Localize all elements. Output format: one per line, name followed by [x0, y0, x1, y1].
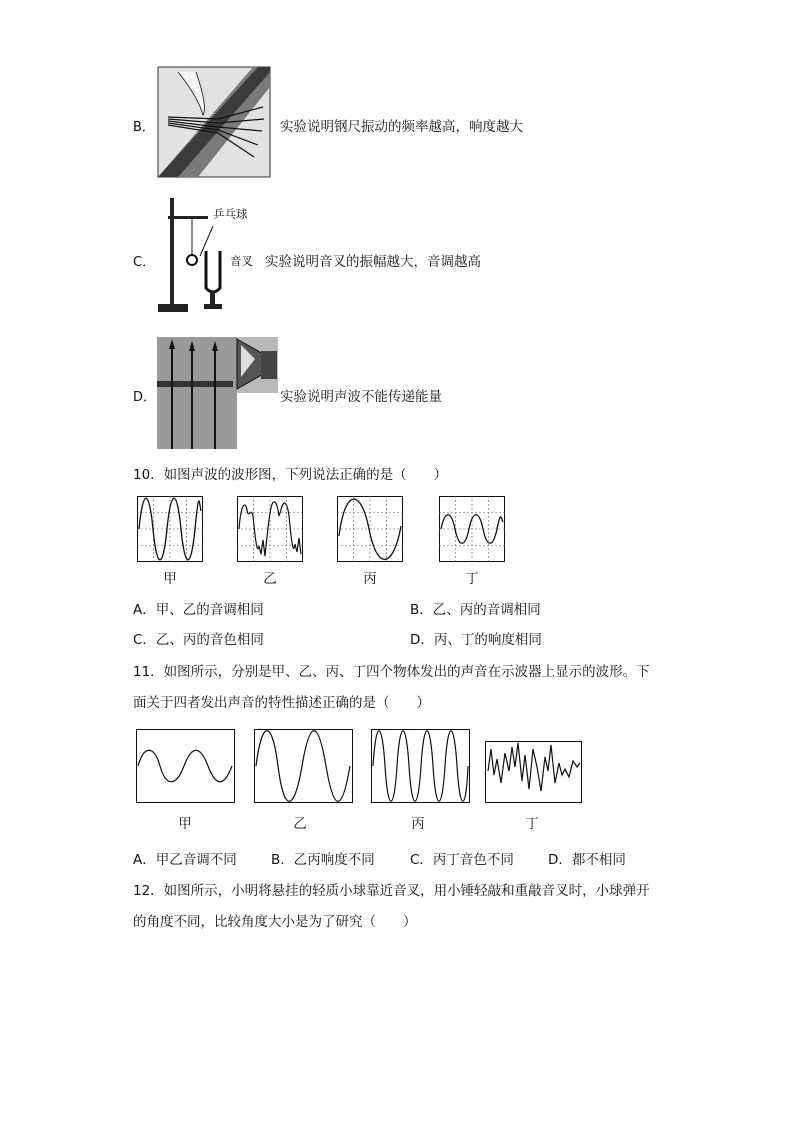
q10-option-c: C．乙、丙的音色相同 — [133, 632, 264, 648]
q11-option-a: A．甲乙音调不同 — [133, 852, 237, 868]
q10-option-a: A．甲、乙的音调相同 — [133, 602, 264, 618]
option-c-text: 实验说明音叉的振幅越大，音调越高 — [265, 254, 481, 270]
option-d-letter: D． — [133, 390, 157, 405]
q10-caption-bing: 丙 — [363, 571, 377, 587]
option-d-text: 实验说明声波不能传递能量 — [280, 389, 442, 405]
q11-waveform-bing — [371, 729, 470, 803]
option-b-text: 实验说明钢尺振动的频率越高，响度越大 — [280, 119, 523, 135]
q11-caption-bing: 丙 — [411, 816, 425, 832]
option-b-letter: B． — [133, 120, 155, 135]
q11-caption-jia: 甲 — [178, 816, 192, 832]
q11-stem-line2: 面关于四者发出声音的特性描述正确的是（ ） — [133, 695, 430, 711]
q10-waveform-jia — [137, 496, 203, 562]
tuning-fork-label: 音叉 — [230, 254, 253, 268]
q10-waveform-yi — [237, 496, 303, 562]
q11-waveform-ding — [485, 741, 582, 803]
q11-stem-line1: 11．如图所示，分别是甲、乙、丙、丁四个物体发出的声音在示波器上显示的波形。下 — [133, 664, 650, 680]
q10-caption-ding: 丁 — [465, 571, 479, 587]
q11-waveform-yi — [254, 729, 353, 803]
steel-ruler-image — [158, 67, 270, 177]
candle-speaker-image — [157, 337, 278, 449]
ping-pong-label: 乒乓球 — [213, 207, 248, 221]
q11-option-d: D．都不相同 — [548, 852, 626, 868]
q12-stem-line2: 的角度不同，比较角度大小是为了研究（ ） — [133, 914, 417, 930]
q10-caption-jia: 甲 — [163, 571, 177, 587]
q10-option-d: D．丙、丁的响度相同 — [410, 632, 542, 648]
tuning-fork-image — [158, 196, 263, 313]
q11-option-b: B．乙丙响度不同 — [271, 852, 375, 868]
q11-caption-ding: 丁 — [525, 816, 539, 832]
q11-waveform-jia — [136, 729, 235, 803]
q12-stem-line1: 12．如图所示，小明将悬挂的轻质小球靠近音叉，用小锤轻敲和重敲音叉时，小球弹开 — [133, 883, 650, 899]
q11-caption-yi: 乙 — [293, 816, 307, 832]
q10-caption-yi: 乙 — [263, 571, 277, 587]
q10-waveform-bing — [337, 496, 403, 562]
q10-stem: 10．如图声波的波形图，下列说法正确的是（ ） — [133, 467, 448, 483]
q10-option-b: B．乙、丙的音调相同 — [410, 602, 541, 618]
q11-option-c: C．丙丁音色不同 — [410, 852, 514, 868]
q10-waveform-ding — [439, 496, 505, 562]
option-c-letter: C． — [133, 255, 156, 270]
